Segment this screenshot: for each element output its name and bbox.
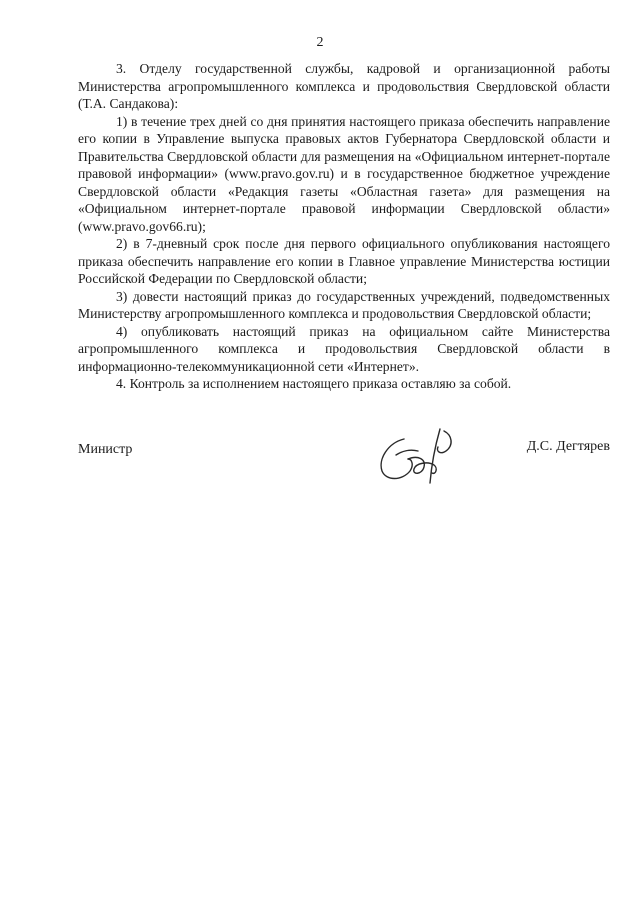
signature-block [78, 425, 610, 485]
document-body [78, 60, 610, 393]
paragraph-subitem-1: 1) в течение трех дней со дня принятия настоящего приказа обеспечить направление его копии в Управление выпуска правовых актов Губернатора Свердловской области и Правительства Свердловской области для размещения на «Официальном интернет-портале правовой информации» (www.pravo.gov.ru) и в государственное бюджетное учреждение Свердловской области «Редакция газеты «Областная газета» для размещения на «Официальном интернет-портале правовой информации Свердловской области» (www.pravo.gov66.ru); [78, 113, 610, 234]
paragraph-item-4: 4. Контроль за исполнением настоящего приказа оставляю за собой. [116, 376, 512, 391]
paragraph-subitem-4: 4) опубликовать настоящий приказ на официальном сайте Министерства агропромышленного комплекса и продовольствия Свердловской области в информационно-телекоммуникационной сети «Интернет». [78, 323, 610, 374]
paragraph-subitem-3: 3) довести настоящий приказ до государственных учреждений, подведомственных Министерству агропромышленного комплекса и продовольствия Свердловской области; [78, 288, 610, 321]
handwritten-signature [374, 425, 464, 487]
signer-title: Министр [78, 442, 133, 457]
paragraph-item-3: 3. Отделу государственной службы, кадровой и организационной работы Министерства агропромышленного комплекса и продовольствия Свердловской области (Т.А. Сандакова): [78, 61, 610, 111]
paragraph-subitem-2: 2) в 7-дневный срок после дня первого официального опубликования настоящего приказа обеспечить направление его копии в Главное управление Министерства юстиции Российской Федерации по Свердловской области; [78, 236, 610, 286]
page-number: 2 [316, 35, 324, 50]
signer-name: Д.С. Дегтярев [526, 439, 610, 454]
